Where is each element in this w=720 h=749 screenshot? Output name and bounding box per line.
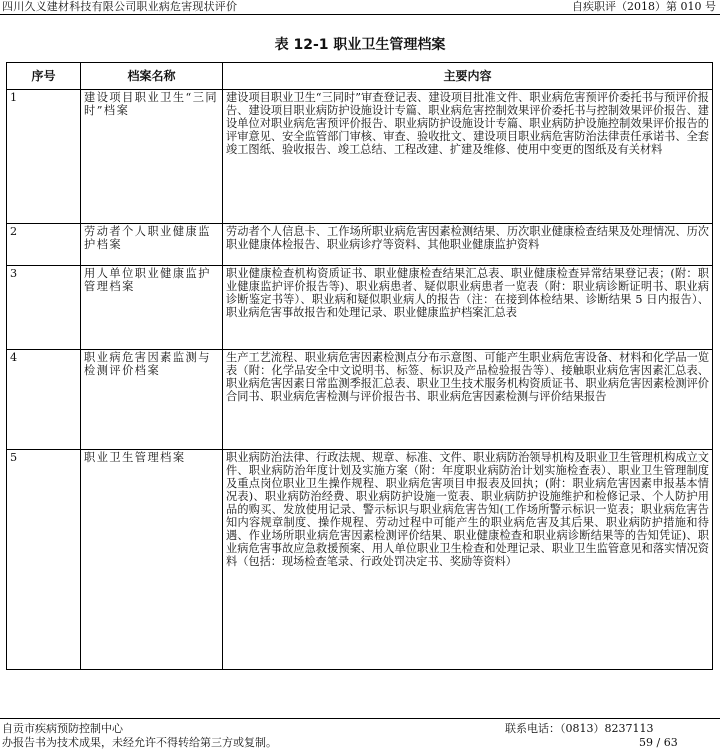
record-content: 职业病防治法律、行政法规、规章、标准、文件、职业病防治领导机构及职业卫生管理机构成立文件、职业病防治年度计划及实施方案（附：年度职业病防治计划实施检查表）、职业卫生管理制度及重点岗位职业卫生操作规程、职业病危害项目申报表及回执；(附：职业病危害因素申报基本情况表)、职业病防治经费、职业病防护设施一览表、职业病防护设施维护和检修记录、个人防护用品的购买、发放使用记录、警示标识与职业病危害告知(工作场所警示标识一览表；职业病危害告知内容规章制度、操作规程、劳动过程中可能产生的职业病危害及其后果、职业病防护措施和待遇、作业场所职业病危害因素检测评价结果、职业健康检查和职业病诊断结果等的告知凭证)、职业病危害事故应急救援预案、用人单位职业卫生检查和处理记录、职业卫生监管意见和落实情况资料（包括：现场检查笔录、行政处罚决定书、奖励等资料）	[223, 450, 713, 670]
footer-divider	[0, 718, 720, 719]
header-no: 序号	[7, 63, 81, 90]
record-content: 建设项目职业卫生“三同时”审查登记表、建设项目批准文件、职业病危害预评价委托书与预评价报告、建设项目职业病防护设施设计专篇、职业病危害控制效果评价委托书与控制效果评价报告、建设单位对职业病危害预评价报告、职业病防护设施设计专篇、职业病防护设施控制效果评价报告的评审意见、安全监管部门审核、审查、验收批文、建设项目职业病危害防治法律责任承诺书、全套竣工图纸、验收报告、竣工总结、工程改建、扩建及维修、使用中变更的图纸及有关材料	[223, 90, 713, 224]
row-number: 1	[7, 90, 81, 224]
header-company: 四川久义建材科技有限公司职业病危害现状评价	[2, 0, 238, 13]
header-content: 主要内容	[223, 63, 713, 90]
record-name: 用人单位职业健康监护管理档案	[81, 266, 223, 350]
table-row	[7, 350, 713, 450]
row-number: 4	[7, 350, 81, 450]
record-content: 生产工艺流程、职业病危害因素检测点分布示意图、可能产生职业病危害设备、材料和化学品一览表（附：化学品安全中文说明书、标签、标识及产品检验报告等）、接触职业病危害因素汇总表、职业病危害因素日常监测季报汇总表、职业卫生技术服务机构资质证书、职业病危害因素检测评价合同书、职业病危害检测与评价报告书、职业病危害因素检测与评价结果报告	[223, 350, 713, 450]
records-table	[6, 62, 713, 670]
footer-organization: 自贡市疾病预防控制中心	[2, 722, 123, 735]
header-report-number: 自疾职评（2018）第 010 号	[572, 0, 716, 13]
record-name: 建设项目职业卫生“三同时”档案	[81, 90, 223, 224]
row-number: 5	[7, 450, 81, 670]
record-name: 职业卫生管理档案	[81, 450, 223, 670]
page-number: 59 / 63	[639, 736, 678, 749]
record-content: 职业健康检查机构资质证书、职业健康检查结果汇总表、职业健康检查异常结果登记表；(附：职业健康监护评价报告等)、职业病患者、疑似职业病患者一览表（附：职业病诊断证明书、职业病诊断鉴定书等）、职业病和疑似职业病人的报告（注：在接到体检结果、诊断结果 5 日内报告）、职业病危害事故报告和处理记录、职业健康监护档案汇总表	[223, 266, 713, 350]
footer-notice: 办报告书为技术成果，未经允许不得转给第三方或复制。	[2, 736, 277, 749]
table-header-row	[7, 63, 713, 90]
header-name: 档案名称	[81, 63, 223, 90]
record-content: 劳动者个人信息卡、工作场所职业病危害因素检测结果、历次职业健康检查结果及处理情况、历次职业健康体检报告、职业病诊疗等资料、其他职业健康监护资料	[223, 224, 713, 266]
header-divider	[0, 14, 720, 15]
row-number: 2	[7, 224, 81, 266]
record-name: 职业病危害因素监测与检测评价档案	[81, 350, 223, 450]
table-row	[7, 450, 713, 670]
table-row	[7, 90, 713, 224]
row-number: 3	[7, 266, 81, 350]
table-title: 表 12-1 职业卫生管理档案	[274, 37, 446, 53]
table-row	[7, 224, 713, 266]
footer-phone: 联系电话：（0813）8237113	[505, 722, 654, 735]
table-row	[7, 266, 713, 350]
record-name: 劳动者个人职业健康监护档案	[81, 224, 223, 266]
page-header	[0, 0, 720, 14]
